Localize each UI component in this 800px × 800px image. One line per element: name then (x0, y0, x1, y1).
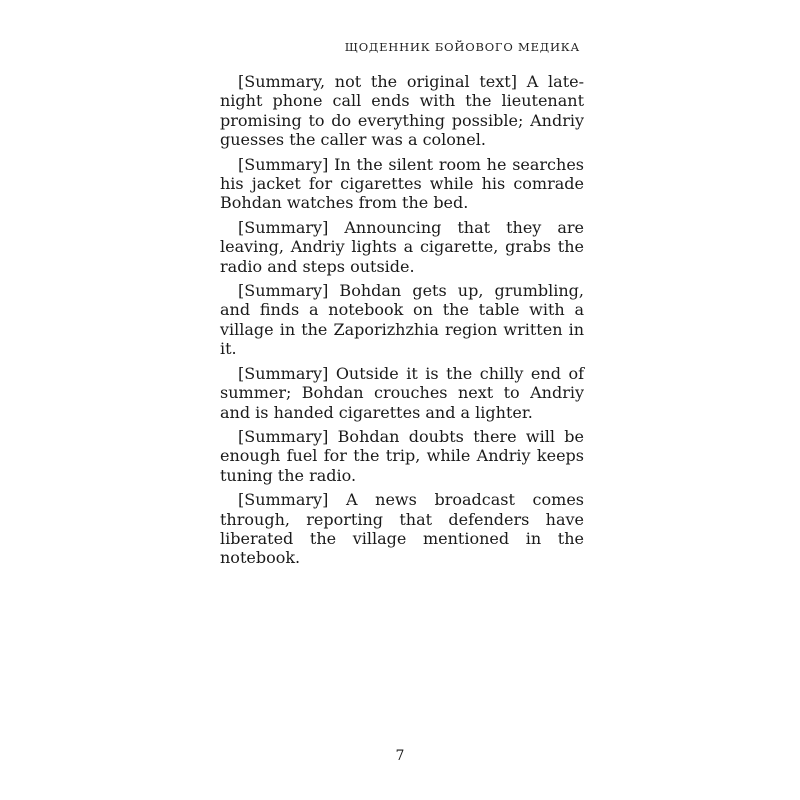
paragraph: [Summary] In the silent room he searches his jacket for cigarettes while his comrade Bohdan watches from the bed. (220, 154, 584, 213)
page-number: 7 (395, 748, 405, 764)
paragraph: [Summary] Bohdan gets up, grumbling, and finds a notebook on the table with a village in the Zaporizhzhia region written in it. (220, 281, 584, 359)
paragraph: [Summary] A news broadcast comes through, reporting that defenders have liberated the village mentioned in the notebook. (220, 490, 584, 568)
paragraph: [Summary] Announcing that they are leaving, Andriy lights a cigarette, grabs the radio and steps outside. (220, 217, 584, 276)
paragraph: [Summary] Outside it is the chilly end of summer; Bohdan crouches next to Andriy and is handed cigarettes and a lighter. (220, 363, 584, 422)
body-text (220, 72, 584, 573)
running-header: ЩОДЕННИК БОЙОВОГО МЕДИКА (344, 40, 580, 54)
paragraph: [Summary] Bohdan doubts there will be enough fuel for the trip, while Andriy keeps tuning the radio. (220, 426, 584, 485)
paragraph: [Summary, not the original text] A late-night phone call ends with the lieutenant promising to do everything possible; Andriy guesses the caller was a colonel. (220, 72, 584, 150)
